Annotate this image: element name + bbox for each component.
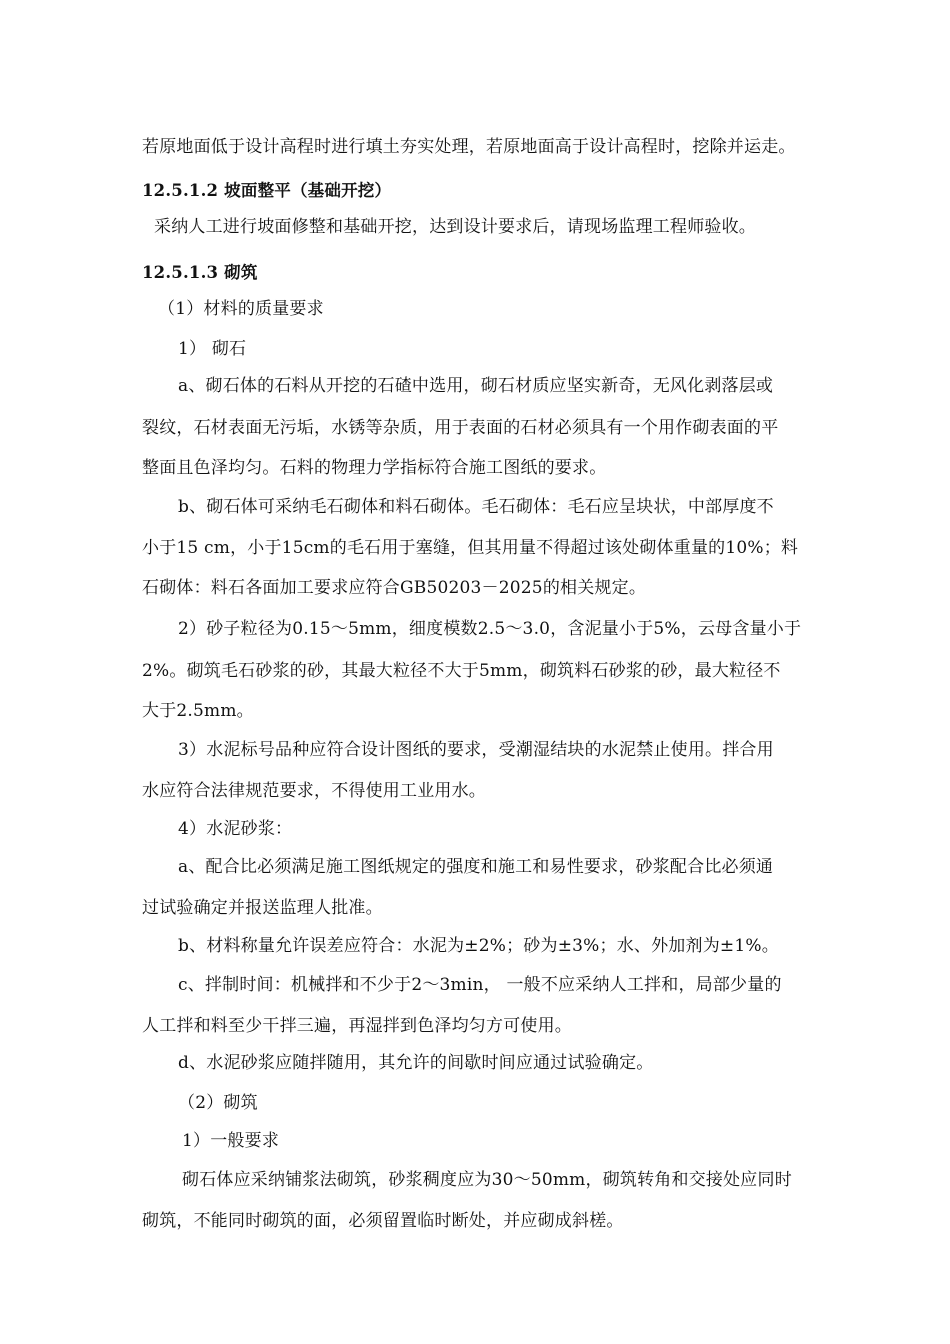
section-heading: 12.5.1.2 坡面整平（基础开挖）: [142, 181, 392, 200]
paragraph-line: 裂纹，石材表面无污垢，水锈等杂质，用于表面的石材必须具有一个用作砌表面的平: [142, 418, 779, 438]
paragraph-line: 大于2.5mm。: [142, 701, 254, 721]
paragraph-line: 采纳人工进行坡面修整和基础开挖，达到设计要求后，请现场监理工程师验收。: [154, 217, 756, 237]
paragraph-line: 4）水泥砂浆：: [178, 819, 293, 839]
subsection-title: （2）砌筑: [178, 1093, 258, 1113]
paragraph-line: 小于15 cm，小于15cm的毛石用于塞缝，但其用量不得超过该处砌体重量的10%；料: [142, 538, 799, 558]
paragraph-line: 3）水泥标号品种应符合设计图纸的要求，受潮湿结块的水泥禁止使用。拌合用: [178, 740, 774, 760]
paragraph-line: a、配合比必须满足施工图纸规定的强度和施工和易性要求，砂浆配合比必须通: [178, 857, 774, 877]
item-title: 1）一般要求: [182, 1131, 280, 1151]
section-heading: 12.5.1.3 砌筑: [142, 263, 258, 282]
paragraph-line: b、材料称量允许误差应符合：水泥为±2%；砂为±3%；水、外加剂为±1%。: [178, 936, 779, 956]
paragraph-line: a、砌石体的石料从开挖的石碴中选用，砌石材质应坚实新奇，无风化剥落层或: [178, 376, 774, 396]
paragraph-line: d、水泥砂浆应随拌随用，其允许的间歇时间应通过试验确定。: [178, 1053, 654, 1073]
paragraph-line: 若原地面低于设计高程时进行填土夯实处理，若原地面高于设计高程时，挖除并运走。: [142, 137, 796, 157]
paragraph-line: 砌石体应采纳铺浆法砌筑，砂浆稠度应为30～50mm，砌筑转角和交接处应同时: [182, 1170, 792, 1190]
paragraph-line: 石砌体：料石各面加工要求应符合GB50203－2025的相关规定。: [142, 578, 647, 598]
paragraph-line: 2%。砌筑毛石砂浆的砂，其最大粒径不大于5mm，砌筑料石砂浆的砂，最大粒径不: [142, 661, 781, 681]
paragraph-line: c、拌制时间：机械拌和不少于2～3min， 一般不应采纳人工拌和，局部少量的: [178, 975, 782, 995]
subsection-title: （1）材料的质量要求: [158, 299, 324, 319]
paragraph-line: 砌筑，不能同时砌筑的面，必须留置临时断处，并应砌成斜槎。: [142, 1211, 624, 1231]
paragraph-line: 整面且色泽均匀。石料的物理力学指标符合施工图纸的要求。: [142, 458, 607, 478]
paragraph-line: 过试验确定并报送监理人批准。: [142, 898, 383, 918]
paragraph-line: 2）砂子粒径为0.15～5mm，细度模数2.5～3.0，含泥量小于5%，云母含量小于: [178, 619, 802, 639]
paragraph-line: 水应符合法律规范要求，不得使用工业用水。: [142, 781, 486, 801]
paragraph-line: 人工拌和料至少干拌三遍，再湿拌到色泽均匀方可使用。: [142, 1016, 572, 1036]
paragraph-line: b、砌石体可采纳毛石砌体和料石砌体。毛石砌体：毛石应呈块状，中部厚度不: [178, 497, 774, 517]
item-title: 1） 砌石: [178, 339, 247, 359]
